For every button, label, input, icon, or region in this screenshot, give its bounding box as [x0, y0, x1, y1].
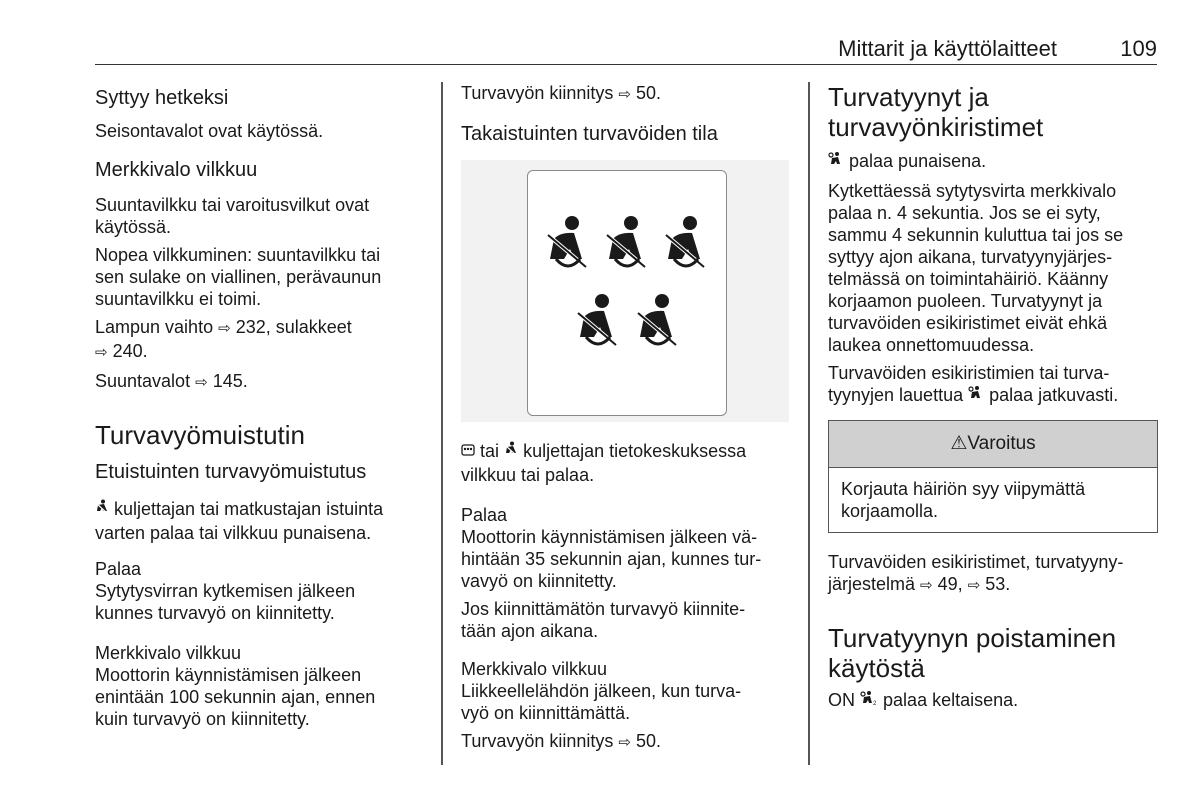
seatbelt-person-icon: [572, 293, 624, 353]
text-nopea-3: suuntavilkku ei toimi.: [95, 289, 262, 309]
text-kyt-5: telmässä on toimintahäiriö. Käänny: [828, 269, 1109, 289]
section-title: Mittarit ja käyttölaitteet: [838, 36, 1057, 61]
reference-arrow-icon: ⇨: [95, 344, 108, 361]
heading-merkkivalo-2: Merkkivalo vilkkuu: [95, 643, 242, 663]
seatbelt-person-icon: [660, 215, 712, 275]
heading-merkkivalo: Merkkivalo vilkkuu: [95, 159, 258, 181]
heading-syttyy: Syttyy hetkeksi: [95, 87, 229, 109]
text-esi-1: Turvavöiden esikiristimien tai turva-: [828, 363, 1110, 383]
text-sytytys-2: kunnes turvavyö on kiinnitetty.: [95, 603, 335, 623]
seatbelt-person-icon: [601, 215, 653, 275]
seatbelt-person-icon: [542, 215, 594, 275]
reference-arrow-icon: ⇨: [967, 577, 981, 594]
reference-arrow-icon: ⇨: [920, 577, 933, 594]
heading-merkkivalo: Merkkivalo vilkkuu: [461, 659, 608, 679]
text-moottori-2: hintään 35 sekunnin ajan, kunnes tur-: [461, 549, 762, 569]
warning-box: [828, 420, 1158, 533]
warning-triangle-icon: ⚠: [950, 433, 968, 454]
text-tai-1: tai kuljettajan tietokeskuksessa: [461, 440, 791, 464]
text-jos-2: tään ajon aikana.: [461, 621, 599, 641]
heading-turvatyynyt-1: Turvatyynyt ja: [828, 82, 989, 112]
text-ref-2: järjestelmä ⇨ 49, ⇨ 53.: [828, 573, 1158, 597]
text-liikkeelle-2: vyö on kiinnittämättä.: [461, 703, 631, 723]
text-nopea-1: Nopea vilkkuminen: suuntavilkku tai: [95, 245, 381, 265]
text-tai-2: vilkkuu tai palaa.: [461, 465, 595, 485]
text-suuntavalot: Suuntavalot ⇨ 145.: [95, 370, 425, 394]
reference-arrow-icon: ⇨: [618, 86, 631, 103]
text-ref-1: Turvavöiden esikiristimet, turvatyyny-: [828, 552, 1124, 572]
airbag-person-icon: [828, 151, 844, 174]
display-panel: [527, 170, 727, 416]
text-on: ON 2 palaa keltaisena.: [828, 689, 1158, 713]
text-lampun-2: ⇨ 240.: [95, 340, 425, 364]
page-number: 109: [1120, 36, 1157, 61]
heading-palaa: Palaa: [461, 505, 508, 525]
text-kiinnitys-bottom: Turvavyön kiinnitys ⇨ 50.: [461, 730, 791, 754]
heading-takaistuinten: Takaistuinten turvavöiden tila: [461, 123, 718, 145]
text-suunta-1: Suuntavilkku tai varoitusvilkut ovat: [95, 195, 370, 215]
text-kyt-7: turvavöiden esikiristimet eivät ehkä: [828, 313, 1108, 333]
rear-seatbelt-figure: [461, 160, 789, 422]
text-kyt-8: laukea onnettomuudessa.: [828, 335, 1035, 355]
text-kuljettajan-2: varten palaa tai vilkkuu punaisena.: [95, 523, 372, 543]
heading-palaa: Palaa: [95, 559, 142, 579]
text-sytytys-1: Sytytysvirran kytkemisen jälkeen: [95, 581, 356, 601]
text-moottori-3: kuin turvavyö on kiinnitetty.: [95, 709, 310, 729]
text-nopea-2: sen sulake on viallinen, perävaunun: [95, 267, 382, 287]
text-kyt-1: Kytkettäessä sytytysvirta merkkivalo: [828, 181, 1117, 201]
reference-arrow-icon: ⇨: [195, 374, 208, 391]
warning-text-1: Korjauta häiriön syy viipymättä: [841, 479, 1086, 499]
heading-turvatyynyt-2: turvavyönkiristimet: [828, 112, 1044, 142]
column-middle: [461, 82, 791, 754]
text-kyt-6: korjaamon puoleen. Turvatyynyt ja: [828, 291, 1103, 311]
airbag-person-icon: [968, 385, 984, 408]
seatbelt-person-icon: [504, 441, 518, 464]
text-esi-2: tyynyjen lauettua palaa jatkuvasti.: [828, 384, 1158, 408]
text-moottori-2: enintään 100 sekunnin ajan, ennen: [95, 687, 376, 707]
column-left: [95, 82, 425, 730]
text-jos-1: Jos kiinnittämätön turvavyö kiinnite-: [461, 599, 746, 619]
text-kuljettajan-1: kuljettajan tai matkustajan istuinta: [95, 498, 425, 522]
text-moottori-1: Moottorin käynnistämisen jälkeen vä-: [461, 527, 758, 547]
text-kyt-4: syttyy ajon aikana, turvatyynyjärjes-: [828, 247, 1113, 267]
airbag-off-icon: [860, 690, 878, 713]
text-moottori-1: Moottorin käynnistämisen jälkeen: [95, 665, 362, 685]
reference-arrow-icon: ⇨: [618, 734, 631, 751]
seatbelt-person-icon: [632, 293, 684, 353]
text-kiinnitys-top: Turvavyön kiinnitys ⇨ 50.: [461, 82, 791, 106]
svg-text:2: 2: [873, 701, 877, 706]
text-seisonta: Seisontavalot ovat käytössä.: [95, 121, 324, 141]
warning-text-2: korjaamolla.: [841, 501, 939, 521]
text-lampun-1: Lampun vaihto ⇨ 232, sulakkeet: [95, 316, 425, 340]
text-moottori-3: vavyö on kiinnitetty.: [461, 571, 617, 591]
warning-header: ⚠Varoitus: [829, 421, 1157, 468]
seatbelt-person-icon: [95, 499, 109, 522]
page-header: [95, 34, 1157, 65]
column-divider: [441, 82, 443, 765]
warning-body: [829, 468, 1157, 532]
column-divider: [808, 82, 810, 765]
heading-poistaminen-1: Turvatyynyn poistaminen: [828, 623, 1117, 653]
heading-poistaminen-2: käytöstä: [828, 653, 925, 683]
heading-turvavyomuistutin: Turvavyömuistutin: [95, 420, 305, 450]
heading-etuistuinten: Etuistuinten turvavyömuistutus: [95, 461, 367, 483]
reference-arrow-icon: ⇨: [218, 320, 231, 337]
column-right: [828, 82, 1158, 713]
text-liikkeelle-1: Liikkeellelähdön jälkeen, kun turva-: [461, 681, 742, 701]
text-kyt-2: palaa n. 4 sekuntia. Jos se ei syty,: [828, 203, 1101, 223]
rear-seatbelt-icon: [461, 442, 475, 464]
text-palaa-punaisena: palaa punaisena.: [828, 150, 1158, 174]
text-suunta-2: käytössä.: [95, 217, 172, 237]
text-kyt-3: sammu 4 sekunnin kuluttua tai jos se: [828, 225, 1124, 245]
